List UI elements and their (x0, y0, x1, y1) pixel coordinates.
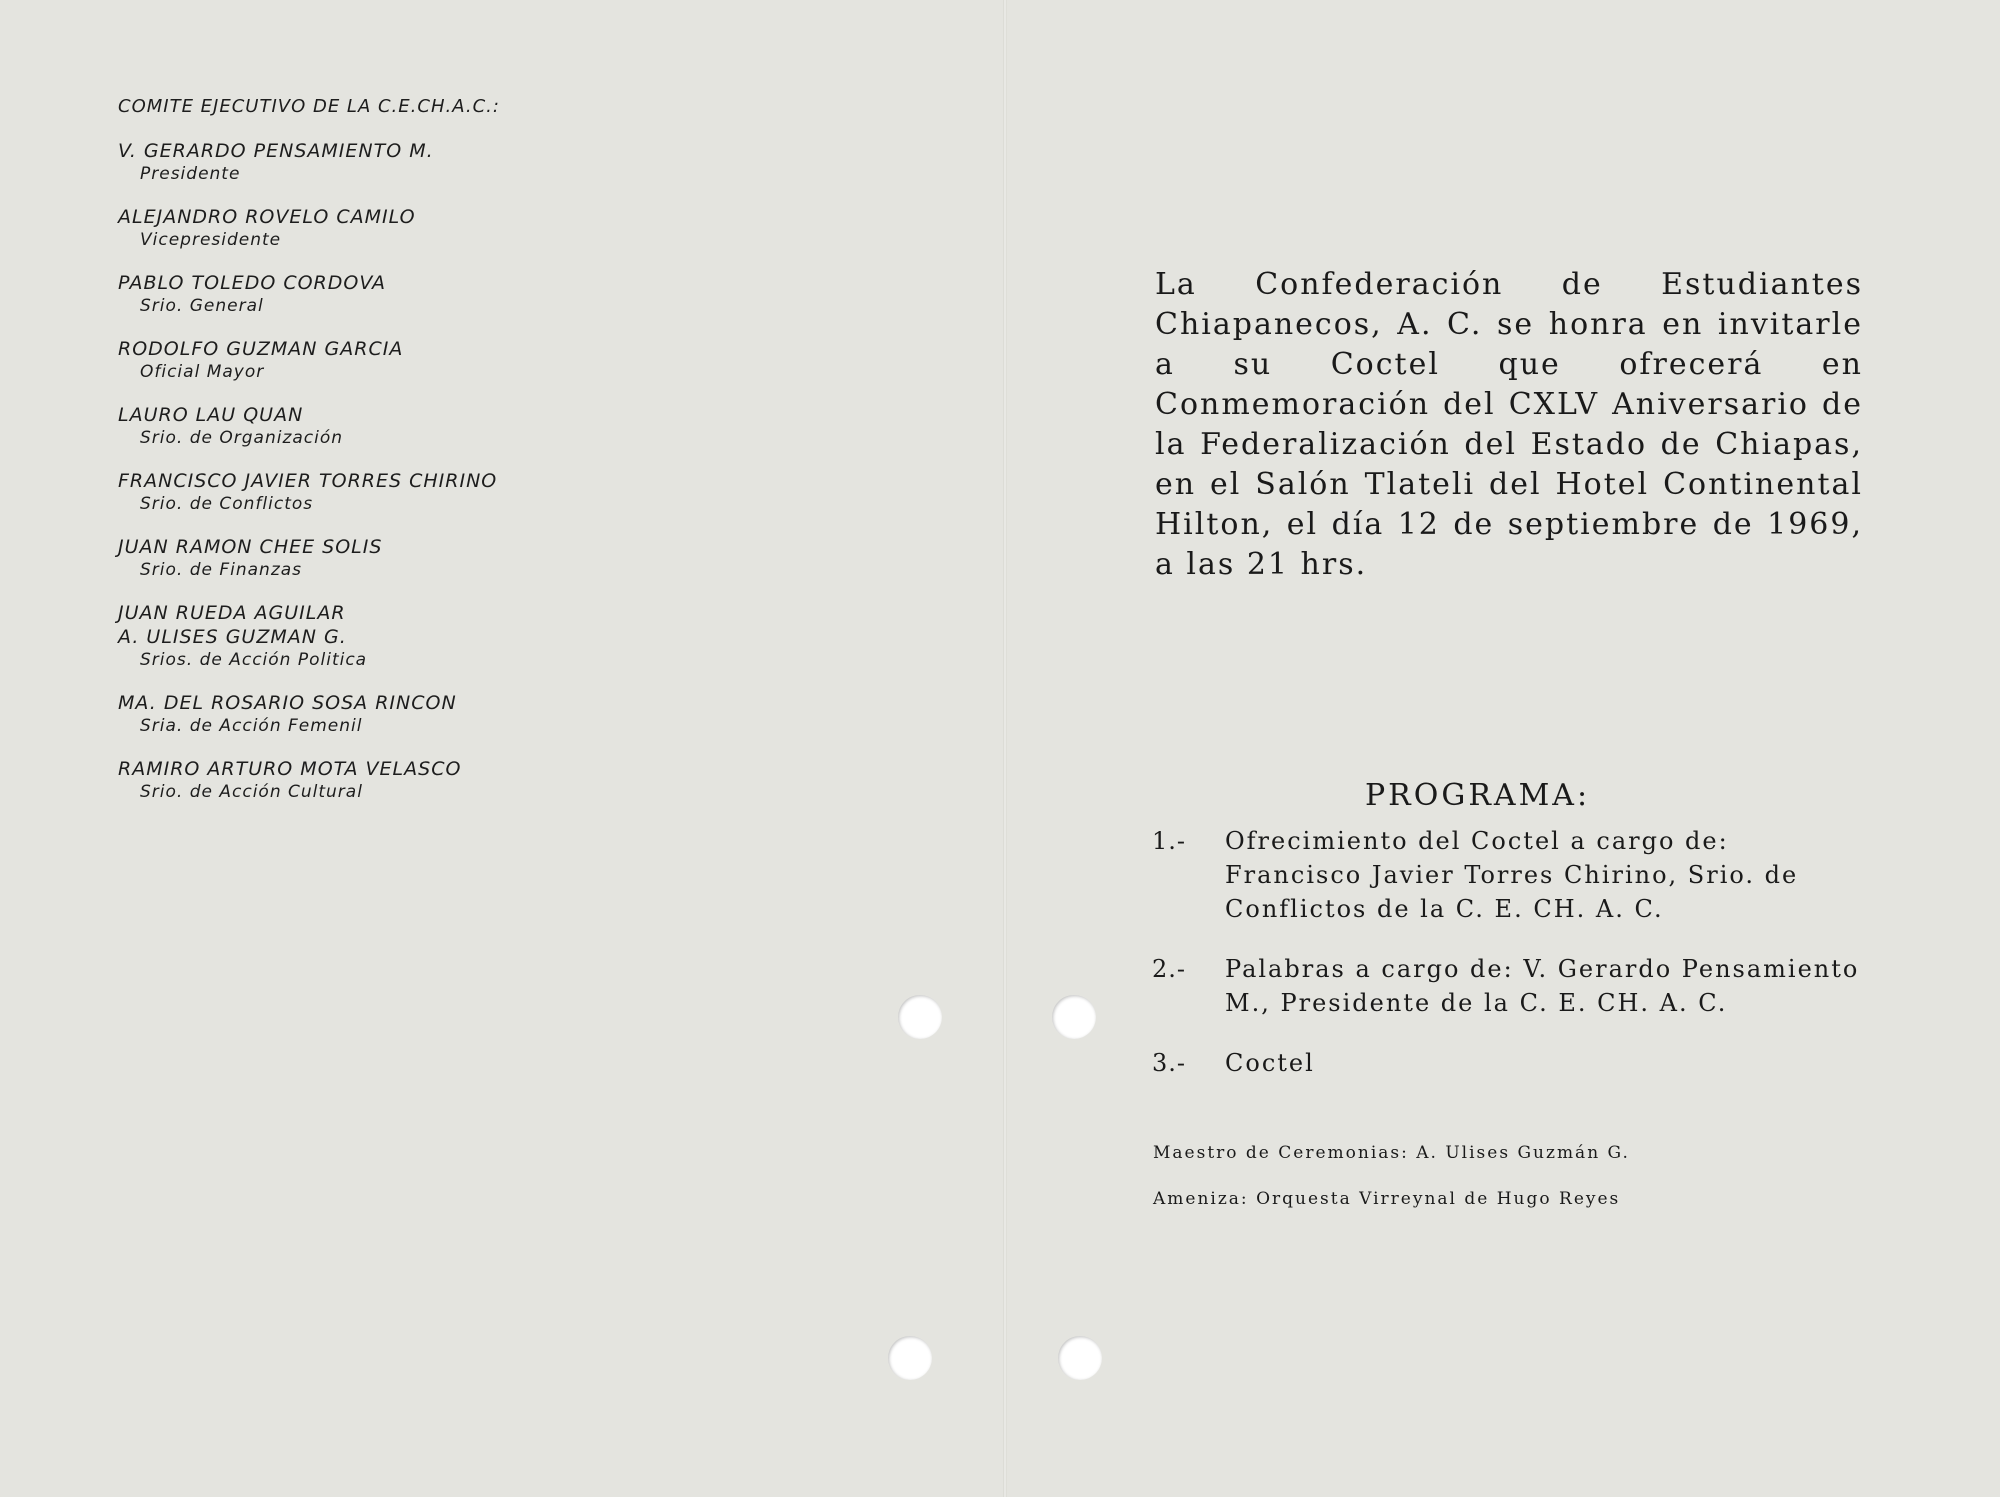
committee-member (118, 535, 638, 581)
member-role: Srios. de Acción Politica (140, 650, 368, 670)
member-role: Vicepresidente (140, 230, 282, 250)
member-name: V. GERARDO PENSAMIENTO M. (118, 140, 434, 162)
member-name: JUAN RAMON CHEE SOLIS (118, 536, 383, 558)
committee-member (118, 139, 638, 185)
member-role: Oficial Mayor (140, 362, 265, 382)
committee-member (118, 271, 638, 317)
program-list (1152, 824, 1864, 1106)
committee-member (118, 691, 638, 737)
member-role: Sria. de Acción Femenil (140, 716, 363, 736)
punch-hole (888, 1336, 932, 1380)
member-role: Srio. de Finanzas (140, 560, 303, 580)
member-name: PABLO TOLEDO CORDOVA (118, 272, 387, 294)
program-item-text: Palabras a cargo de: V. Gerardo Pensamiento M., Presidente de la C. E. CH. A. C. (1225, 955, 1860, 1017)
member-role: Srio. de Acción Cultural (140, 782, 363, 802)
committee-heading: COMITE EJECUTIVO DE LA C.E.CH.A.C.: (118, 96, 500, 117)
master-of-ceremonies: Maestro de Ceremonias: A. Ulises Guzmán G. (1153, 1143, 1630, 1163)
committee-member (118, 205, 638, 251)
program-item-number: 1.- (1152, 827, 1187, 855)
committee-member (118, 601, 638, 671)
committee-member (118, 403, 638, 449)
committee-member (118, 469, 638, 515)
member-role: Srio. de Conflictos (140, 494, 314, 514)
invitation-body (1155, 265, 1863, 585)
punch-hole (1052, 995, 1096, 1039)
member-role: Presidente (140, 164, 241, 184)
member-name: RAMIRO ARTURO MOTA VELASCO (118, 758, 462, 780)
member-role: Srio. General (140, 296, 264, 316)
music-credit: Ameniza: Orquesta Virreynal de Hugo Reyes (1153, 1189, 1621, 1209)
event-credits (1153, 1143, 1865, 1235)
program-item (1152, 1046, 1864, 1080)
punch-hole (1058, 1336, 1102, 1380)
member-name: LAURO LAU QUAN (118, 404, 304, 426)
program-item-number: 2.- (1152, 955, 1187, 983)
program-item-text: Coctel (1225, 1049, 1315, 1077)
program-item-text: Ofrecimiento del Coctel a cargo de: Francisco Javier Torres Chirino, Srio. de Conflictos de la C. E. CH. A. C. (1225, 827, 1799, 923)
member-name: MA. DEL ROSARIO SOSA RINCON (118, 692, 457, 714)
member-name: JUAN RUEDA AGUILAR (118, 602, 346, 624)
committee-list (118, 96, 638, 823)
member-name: RODOLFO GUZMAN GARCIA (118, 338, 404, 360)
program-item (1152, 952, 1864, 1020)
member-name: FRANCISCO JAVIER TORRES CHIRINO (118, 470, 498, 492)
center-fold (1003, 0, 1007, 1497)
invitation-text: La Confederación de Estudiantes Chiapanecos, A. C. se honra en invitarle a su Coctel que ofrecerá en Conmemoración del CXLV Aniversario de la Federalización del Estado de Chiapas, en el Salón Tlateli del Hotel Continental Hilton, el día 12 de septiembre de 1969, a las 21 hrs. (1155, 267, 1863, 582)
committee-member (118, 337, 638, 383)
member-name: ALEJANDRO ROVELO CAMILO (118, 206, 416, 228)
member-role: Srio. de Organización (140, 428, 344, 448)
committee-member (118, 757, 638, 803)
punch-hole (898, 995, 942, 1039)
program-item (1152, 824, 1864, 926)
program-title: PROGRAMA: (1365, 778, 1591, 813)
program-item-number: 3.- (1152, 1049, 1187, 1077)
member-name: A. ULISES GUZMAN G. (118, 626, 347, 648)
